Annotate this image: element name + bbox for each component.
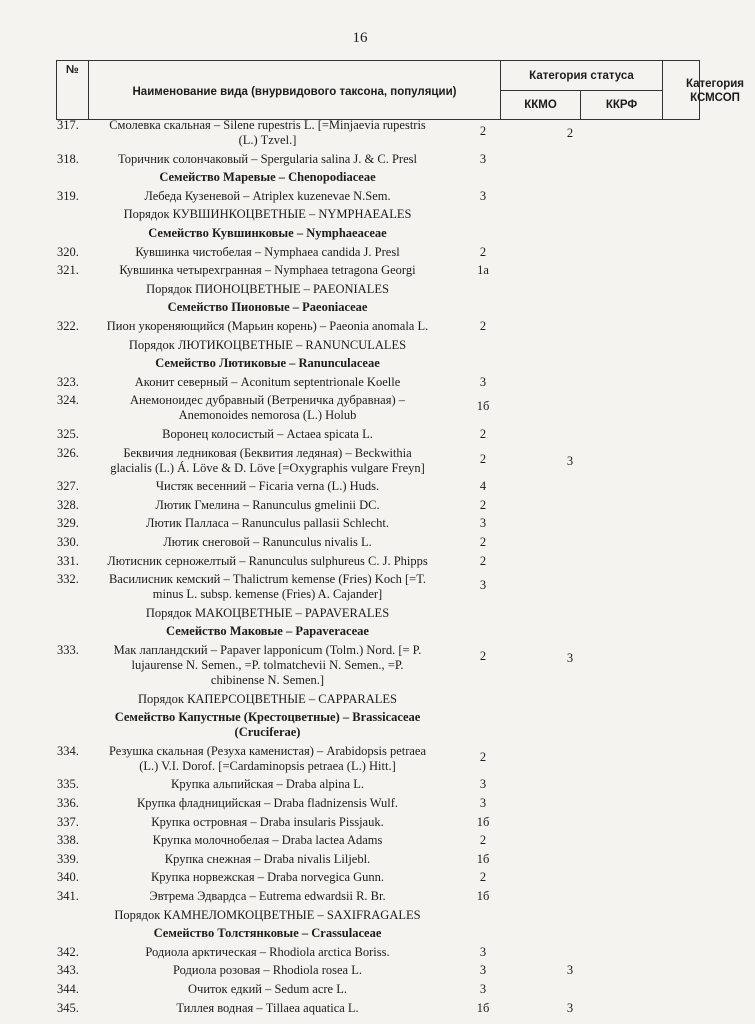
row-name-line: Семейство Лютиковые – Ranunculaceae [155, 356, 380, 371]
kkmo-value: 2 [479, 833, 487, 848]
row-number: 340. [57, 870, 79, 885]
row-name-line: Чистяк весенний – Ficaria verna (L.) Huds. [155, 479, 380, 494]
row-number: 333. [57, 643, 79, 657]
row-name-line: Порядок МАКОЦВЕТНЫЕ – PAPAVERALES [145, 605, 390, 620]
row-name [90, 777, 445, 792]
kkmo-value: 2 [479, 870, 487, 885]
row-number: 338. [57, 833, 79, 848]
row-name [90, 926, 445, 941]
row-name [90, 606, 445, 621]
row-name [90, 282, 445, 297]
row-name-line: Воронец колосистый – Actaea spicata L. [162, 427, 373, 441]
row-number: 329. [57, 516, 79, 531]
row-name [90, 710, 445, 740]
row-name-line: Порядок КАПЕРСОЦВЕТНЫЕ – CAPPARALES [137, 691, 397, 706]
row-name [90, 744, 445, 774]
row-name [90, 535, 445, 550]
row-name [90, 356, 445, 371]
row-name-line: Родиола розовая – Rhodiola rosea L. [173, 963, 362, 978]
row-name [90, 300, 445, 315]
table-header [56, 60, 745, 120]
row-name-line: Анемоноидес дубравный (Ветреничка дубравная) – [129, 393, 406, 408]
row-number: 341. [57, 889, 79, 903]
row-name [90, 189, 445, 204]
row-name-line: Крупка снежная – Draba nivalis Liljebl. [164, 851, 371, 866]
header-status-category: Категория статуса [501, 61, 663, 91]
row-name-line: Смолевка скальная – Silene rupestris L. [=Minjaevia rupestris [109, 118, 426, 132]
row-name [90, 643, 445, 688]
row-name [90, 375, 445, 390]
row-name [90, 833, 445, 848]
kkmo-value: 3 [479, 374, 487, 389]
row-name [90, 692, 445, 707]
row-number: 324. [57, 393, 79, 408]
row-number: 339. [57, 851, 79, 866]
row-number: 344. [57, 982, 79, 996]
kkmo-value: 2 [479, 553, 487, 568]
row-name-line: (L.) V.I. Dorof. [=Cardaminopsis petraea (L.) Hitt.] [139, 758, 396, 773]
row-name-line: Василисник кемский – Thalictrum kemense (Fries) Koch [=T. [108, 572, 427, 587]
header-kkrf: ККРФ [581, 91, 663, 119]
row-name-line: Крупка островная – Draba insularis Pissjauk. [151, 814, 384, 829]
row-name [90, 945, 445, 960]
kkmo-value: 3 [479, 777, 487, 792]
kkmo-value: 2 [479, 451, 487, 466]
row-name [90, 852, 445, 867]
row-name [90, 393, 445, 423]
row-name [90, 1001, 445, 1016]
kkrf-value: 3 [566, 651, 574, 665]
kkrf-value: 3 [566, 963, 574, 978]
row-name-line: (L.) Tzvel.] [238, 133, 297, 147]
kkmo-value: 3 [479, 963, 487, 978]
row-number: 327. [57, 479, 79, 494]
row-name-line: Лютик Гмелина – Ranunculus gmelinii DC. [155, 497, 380, 512]
row-number: 326. [57, 445, 79, 460]
row-name-line: chibinense N. Semen.] [210, 673, 325, 687]
row-name [90, 338, 445, 353]
header-number: № [57, 61, 89, 119]
row-name [90, 263, 445, 278]
row-number: 334. [57, 743, 79, 758]
row-name [90, 319, 445, 334]
header-ksmsop [663, 61, 745, 119]
row-number: 342. [57, 944, 79, 959]
row-name [90, 908, 445, 923]
row-number: 323. [57, 374, 79, 389]
row-number: 336. [57, 796, 79, 810]
row-number: 317. [57, 118, 79, 132]
row-name [90, 815, 445, 830]
kkrf-value: 2 [566, 126, 574, 140]
row-name-line: Крупка молочнобелая – Draba lactea Adams [152, 833, 383, 848]
row-name [90, 870, 445, 885]
row-name-line: Семейство Маковые – Papaveraceae [166, 624, 369, 639]
kkmo-value: 2 [479, 319, 487, 333]
row-name [90, 516, 445, 531]
row-name-line: Крупка фладницийская – Draba fladnizensis Wulf. [136, 796, 399, 810]
row-name-line: Торичник солончаковый – Spergularia salina J. & C. Presl [118, 151, 417, 166]
row-name-line: Крупка альпийская – Draba alpina L. [171, 777, 364, 792]
kkmo-value: 4 [479, 479, 487, 494]
row-name-line: Эвтрема Эдвардса – Eutrema edwardsii R. Br. [149, 889, 386, 903]
row-name-line: Семейство Капустные (Крестоцветные) – Brassicaceae [114, 710, 421, 725]
kkmo-value: 3 [479, 151, 487, 166]
kkmo-value: 1б [476, 1000, 490, 1015]
row-number: 320. [57, 244, 79, 259]
row-number: 322. [57, 319, 79, 333]
row-name [90, 427, 445, 442]
kkmo-value: 2 [479, 244, 487, 259]
kkmo-value: 1б [476, 851, 490, 866]
row-name-line: Резушка скальная (Резуха каменистая) – Arabidopsis petraea [108, 743, 427, 758]
row-number: 330. [57, 535, 79, 549]
row-name-line: Беквичия ледниковая (Беквития ледяная) – Beckwithia [123, 445, 412, 460]
kkmo-value: 3 [479, 578, 487, 593]
kkrf-value: 3 [566, 453, 574, 468]
row-number: 345. [57, 1000, 79, 1015]
row-name-line: Порядок КАМНЕЛОМКОЦВЕТНЫЕ – SAXIFRAGALES [114, 907, 421, 922]
kkmo-value: 2 [479, 427, 487, 441]
row-name-line: (Cruciferae) [234, 725, 301, 740]
row-name [90, 170, 445, 185]
row-name-line: Порядок КУВШИНКОЦВЕТНЫЕ – NYMPHAEALES [123, 207, 412, 222]
row-name-line: Тиллея водная – Tillaea aquatica L. [176, 1000, 359, 1015]
row-number: 337. [57, 814, 79, 829]
row-name [90, 479, 445, 494]
row-name-line: Лютисник серножелтый – Ranunculus sulphureus C. J. Phipps [107, 553, 428, 568]
row-name [90, 446, 445, 476]
row-name-line: Порядок ПИОНОЦВЕТНЫЕ – PAEONIALES [146, 281, 389, 296]
row-name [90, 982, 445, 997]
page-number: 16 [352, 30, 368, 46]
row-number: 325. [57, 427, 79, 441]
row-name [90, 118, 445, 148]
row-name-line: Аконит северный – Aconitum septentrionale Koelle [134, 374, 401, 389]
row-name [90, 963, 445, 978]
row-name-line: Anemonoides nemorosa (L.) Holub [178, 408, 357, 423]
row-name [90, 498, 445, 513]
kkmo-value: 3 [479, 796, 487, 810]
row-name [90, 207, 445, 222]
kkmo-value: 3 [479, 516, 487, 531]
row-name-line: Кувшинка четырехгранная – Nymphaea tetragona Georgi [119, 263, 416, 278]
kkmo-value: 1б [476, 889, 490, 903]
kkmo-value: 3 [479, 188, 487, 203]
row-name-line: minus L. subsp. kemense (Fries) A. Cajander] [152, 587, 383, 602]
kkmo-value: 2 [479, 649, 487, 663]
row-number: 335. [57, 777, 79, 792]
kkmo-value: 1б [476, 814, 490, 829]
row-name-line: Пион укореняющийся (Марьин корень) – Paeonia anomala L. [106, 319, 429, 333]
row-name-line: Семейство Толстянковые – Crassulaceae [153, 926, 382, 941]
kkmo-value: 3 [479, 944, 487, 959]
row-name [90, 572, 445, 602]
row-name [90, 624, 445, 639]
kkmo-value: 3 [479, 982, 487, 996]
row-name-line: Мак лапландский – Papaver lapponicum (Tolm.) Nord. [= P. [113, 643, 422, 657]
row-name-line: Кувшинка чистобелая – Nymphaea candida J. Presl [135, 244, 400, 259]
row-name-line: Крупка норвежская – Draba norvegica Gunn. [150, 870, 385, 885]
kkmo-value: 2 [479, 749, 487, 764]
row-name-line: Лебеда Кузеневой – Atriplex kuzenevae N.Sem. [144, 188, 391, 203]
row-name-line: Родиола арктическая – Rhodiola arctica Boriss. [145, 944, 390, 959]
row-number: 331. [57, 553, 79, 568]
row-name-line: Семейство Пионовые – Paeoniaceae [167, 300, 368, 315]
kkmo-value: 2 [479, 535, 487, 549]
row-name-line: lujaurense N. Semen., =P. tolmatchevii N. Semen., =P. [131, 658, 404, 672]
row-name [90, 796, 445, 811]
row-name [90, 554, 445, 569]
kkmo-value: 1б [476, 399, 490, 414]
row-name [90, 889, 445, 904]
header-species-name: Наименование вида (внурвидового таксона, популяции) [89, 61, 501, 119]
row-name [90, 245, 445, 260]
row-name [90, 152, 445, 167]
row-number: 319. [57, 188, 79, 203]
row-name-line: Порядок ЛЮТИКОЦВЕТНЫЕ – RANUNCULALES [128, 337, 407, 352]
kkmo-value: 1а [477, 263, 489, 278]
row-number: 328. [57, 497, 79, 512]
header-ksmsop-label: Категория КСМСОП [685, 78, 745, 104]
header-kkmo: ККМО [501, 91, 581, 119]
row-name-line: Семейство Маревые – Chenopodiaceae [159, 170, 376, 185]
row-name-line: glacialis (L.) Á. Löve & D. Löve [=Oxygraphis vulgare Freyn] [110, 460, 425, 475]
row-name-line: Очиток едкий – Sedum acre L. [188, 982, 347, 996]
row-name [90, 226, 445, 241]
row-name-line: Лютик снеговой – Ranunculus nivalis L. [163, 535, 372, 549]
row-name-line: Семейство Кувшинковые – Nymphaeaceae [148, 226, 387, 240]
kkmo-value: 2 [479, 124, 487, 138]
kkmo-value: 2 [479, 497, 487, 512]
row-number: 318. [57, 151, 79, 166]
row-number: 332. [57, 572, 79, 587]
kkrf-value: 3 [566, 1000, 574, 1015]
row-number: 343. [57, 963, 79, 978]
row-name-line: Лютик Палласа – Ranunculus pallasii Schlecht. [146, 516, 389, 531]
row-number: 321. [57, 263, 79, 278]
